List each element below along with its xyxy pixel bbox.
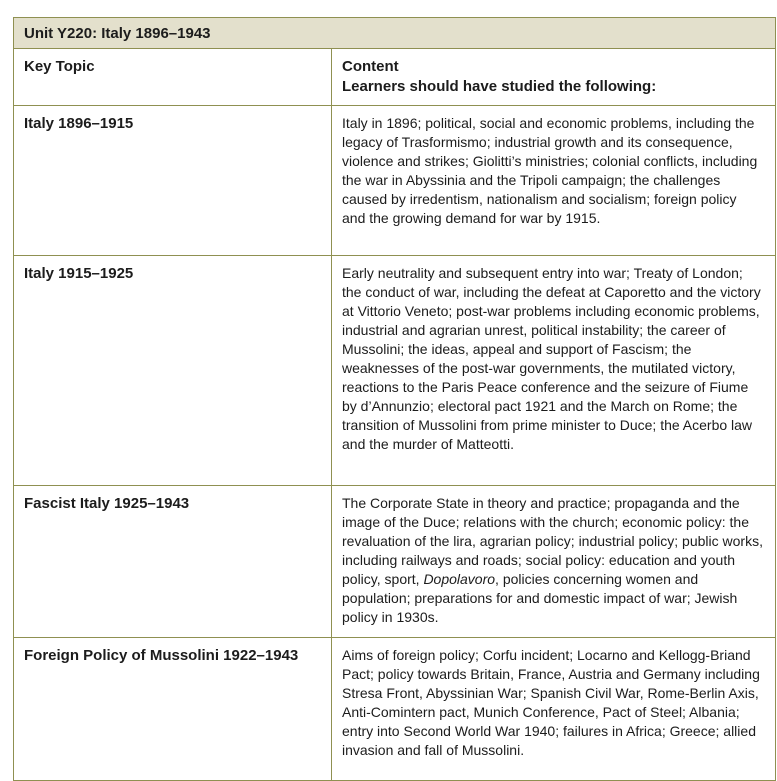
unit-specification-table — [13, 17, 776, 781]
column-header-row — [14, 49, 776, 106]
content-cell — [332, 486, 776, 638]
table-row-italy-1915-1925 — [14, 256, 776, 486]
table-row-fascist-italy-1925-1943 — [14, 486, 776, 638]
key-topic-cell: Italy 1896–1915 — [14, 106, 332, 256]
content-cell: Aims of foreign policy; Corfu incident; Locarno and Kellogg-Briand Pact; policy towards Britain, France, Austria and Germany including Stresa Front, Abyssinian War; Spanish Civil War, Rome-Berlin Axis, Anti-Comintern pact, Munich Conference, Pact of Steel; Albania; entry into Second World War 1940; failures in Africa; Greece; allied invasion and fall of Mussolini. — [332, 638, 776, 781]
table-row-foreign-policy-mussolini — [14, 638, 776, 781]
content-text-before-italic: The Corporate State in theory and practice; propaganda and the image of the Duce; relations with the church; economic policy: the revaluation of the lira, agrarian policy; industrial policy; public works, including railways and roads; social policy: education and youth policy, sport, — [342, 495, 763, 587]
key-topic-cell: Fascist Italy 1925–1943 — [14, 486, 332, 638]
content-cell: Early neutrality and subsequent entry into war; Treaty of London; the conduct of war, including the defeat at Caporetto and the victory at Vittorio Veneto; post-war problems including economic problems, industrial and agrarian unrest, political instability; the career of Mussolini; the ideas, appeal and support of Fascism; the weaknesses of the post-war governments, the mutilated victory, reactions to the Paris Peace conference and the seizure of Fiume by d’Annunzio; electoral pact 1921 and the March on Rome; the transition of Mussolini from prime minister to Duce; the Acerbo law and the murder of Matteotti. — [332, 256, 776, 486]
column-header-content — [332, 49, 776, 106]
key-topic-cell: Italy 1915–1925 — [14, 256, 332, 486]
column-header-content-line2: Learners should have studied the following: — [342, 78, 657, 95]
column-header-key-topic: Key Topic — [14, 49, 332, 106]
column-header-content-line1: Content — [342, 58, 399, 75]
table-row-italy-1896-1915 — [14, 106, 776, 256]
content-italic-term: Dopolavoro — [423, 571, 496, 587]
content-cell: Italy in 1896; political, social and economic problems, including the legacy of Trasformismo; industrial growth and its consequence, violence and strikes; Giolitti’s ministries; colonial conflicts, including the war in Abyssinia and the Tripoli campaign; the challenges caused by irredentism, nationalism and socialism; foreign policy and the growing demand for war by 1915. — [332, 106, 776, 256]
unit-title-row — [14, 18, 776, 49]
content-text-after-italic: , policies concerning women and population; preparations for and domestic impact of war; Jewish policy in 1930s. — [342, 571, 738, 625]
unit-title: Unit Y220: Italy 1896–1943 — [14, 18, 776, 49]
key-topic-cell: Foreign Policy of Mussolini 1922–1943 — [14, 638, 332, 781]
